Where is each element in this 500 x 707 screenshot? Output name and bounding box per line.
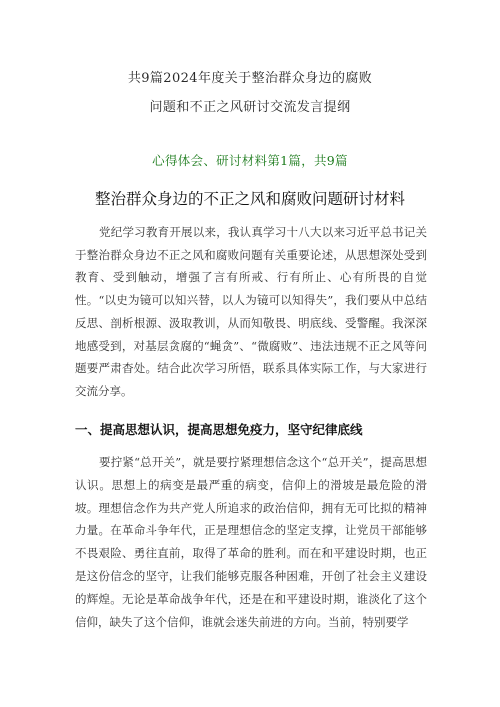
document-title bbox=[60, 64, 440, 122]
sub-heading-1: 一、提高思想认识，提高思想免疫力，坚守纪律底线 bbox=[75, 422, 363, 437]
document-subtitle: 心得体会、研讨材料第1篇，共9篇 bbox=[152, 153, 348, 168]
title-line-2: 问题和不正之风研讨交流发言提纲 bbox=[149, 100, 351, 115]
section-heading: 整治群众身边的不正之风和腐败问题研讨材料 bbox=[94, 190, 405, 208]
body-paragraph: 要拧紧“总开关”，就是要拧紧理想信念这个“总开关”，提高思想认识。思想上的病变是最严重的病变，信仰上的滑坡是最危险的滑坡。理想信念作为共产党人所追求的政治信仰，拥有无可比拟的精神力量。在革命斗争年代，正是理想信念的坚定支撑，让党员干部能够不畏艰险、勇往直前，取得了革命的胜利。而在和平建设时期，也正是这份信念的坚守，让我们能够克服各种困难，开创了社会主义建设的辉煌。无论是革命战争年代，还是在和平建设时期，谁淡化了这个信仰，缺失了这个信仰，谁就会迷失前进的方向。当前，特别要学 bbox=[75, 455, 427, 629]
title-line-1: 共9篇2024年度关于整治群众身边的腐败 bbox=[127, 71, 373, 86]
intro-paragraph: 党纪学习教育开展以来，我认真学习十八大以来习近平总书记关于整治群众身边不正之风和腐败问题有关重要论述，从思想深处受到教育、受到触动，增强了言有所戒、行有所止、心有所畏的自觉性。“以史为镜可以知兴替，以人为镜可以知得失”，我们要从中总结反思、剖析根源、汲取教训，从而知敬畏、明底线、受警醒。我深深地感受到，对基层贪腐的“蝇贪”、“微腐败”、违法违规不正之风等问题要严肃杳处。结合此次学习所悟，联系具体实际工作，与大家进行交流分享。 bbox=[75, 225, 427, 398]
